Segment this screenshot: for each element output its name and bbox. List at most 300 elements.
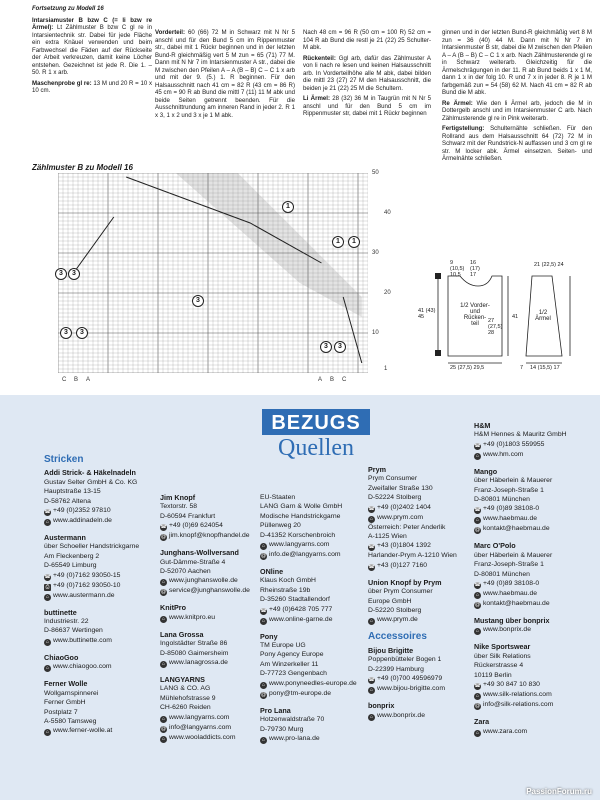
phone-line[interactable] [368,503,472,513]
text-col-3 [303,29,431,121]
source-line-text: www.lanagrossa.de [169,659,228,667]
source-line-text: CH-6260 Reiden [160,704,211,712]
mail-icon: @ [474,602,481,609]
source-line-text: Wollgarnspinnerei [44,689,99,697]
sources-column-4 [368,465,472,728]
address-line [160,502,260,511]
sleeve-label: 1/2 Ärmel [535,310,551,322]
chart-symbol: 3 [320,341,332,353]
address-line [160,703,260,712]
logo-bottom: Quellen [278,435,354,461]
phone-icon: ☎ [474,442,481,449]
globe-line[interactable] [44,662,154,672]
source-line-text: Postplatz 7 [44,708,78,716]
source-entry [160,603,260,622]
phone-line[interactable] [474,579,590,589]
address-line [474,652,590,661]
chart-title: Zählmuster B zu Modell 16 [32,163,133,172]
address-line [474,671,590,680]
globe-line[interactable] [44,636,154,646]
source-entry [44,468,154,526]
globe-line[interactable] [260,734,364,744]
mail-line[interactable] [160,723,260,733]
globe-line[interactable] [44,516,154,526]
source-line-text: Klaus Koch GmbH [260,577,316,585]
source-entry [44,679,154,736]
source-line-text: www.silk-relations.com [483,691,552,699]
intarsia-title: Intarsiamuster B bzw C (= li bzw re Ärmel): [32,16,152,31]
address-line [260,650,364,659]
address-line [44,478,154,487]
address-line [368,655,472,664]
dim-sleeve-top: 21 (22,5) 24 [534,262,564,268]
re-arm-text: Wie den li Ärmel arb, jedoch die M in Dottergelb anschl und im Intarsienmuster C arb. Nach Zählmusterende gl re in Pink weiterarb. [442,99,592,122]
source-line-text: Hotzenwaldstraße 70 [260,716,325,724]
address-line [368,551,472,560]
source-name: Nike Sportswear [474,642,531,652]
source-line-text: www.junghanswolle.de [169,577,238,585]
chart-symbol: 1 [332,236,344,248]
address-line [368,523,472,532]
source-entry [260,567,364,625]
source-entry [44,533,154,601]
col-letter-left: B [74,377,79,383]
address-line [260,531,364,540]
source-line-text: Am Fleckenberg 2 [44,552,100,560]
address-line [368,474,472,483]
rueck-text: Ggl arb, dafür das Zählmuster A von li nach re lesen und keinen Halsausschnitt arb. In Vorderteilhöhe alle M abk, dabei bilden die mittl 23 (27) 27 M den Halsausschnitt, die beiden je 21 (22) 25 M die Schultern. [303,54,431,92]
source-entry [160,630,260,668]
address-line [260,725,364,734]
source-name: ONline [260,567,284,577]
source-name: Austermann [44,533,86,543]
source-name: Lana Grossa [160,629,204,639]
source-line-text: Gustav Selter GmbH & Co. KG [44,478,138,486]
address-line [474,486,590,495]
globe-icon: ⌂ [261,617,266,624]
source-name: Union Knopf by Prym [368,577,442,587]
address-line [44,698,154,707]
source-line-text: D-52070 Aachen [160,568,211,576]
phone-icon: ☎ [160,524,167,531]
chart-symbol: 3 [76,327,88,339]
source-entry [160,493,260,541]
address-line [260,512,364,521]
row-number: 30 [372,250,379,256]
globe-line[interactable] [160,713,260,723]
globe-icon: ⌂ [45,519,50,526]
text-col-2 [155,29,295,122]
watermark: PassionForum.ru [526,787,592,796]
globe-line[interactable] [160,576,260,586]
source-name: Prym [368,465,386,474]
source-line-text: jim.knopf@knopfhandel.de [169,532,250,540]
address-line [368,493,472,502]
address-line [368,532,472,541]
source-name: Junghans-Wollversand [160,548,239,558]
source-line-text: über Häberlein & Mauerer [474,551,553,559]
source-name: H&M [474,421,491,430]
source-line-text: Püllenweg 20 [260,522,301,530]
source-line-text: www.prym.com [377,513,424,521]
address-line [474,551,590,560]
source-line-text: +49 (0)2352 97810 [53,507,111,515]
col3-text1: Nach 48 cm = 96 R (50 cm = 100 R) 52 cm = 104 R ab Bund die restl je 21 (22) 25 Schulter-M abk. [303,29,431,51]
sources-column-5 [474,421,590,744]
source-line-text: A-1125 Wien [368,533,407,541]
phone-icon: ☎ [368,563,375,570]
phone-line[interactable] [474,680,590,690]
source-line-text: Harlander-Prym A-1210 Wien [368,552,457,560]
address-line [160,558,260,567]
globe-icon: ⌂ [45,665,50,672]
source-line-text: Europe GmbH [368,597,412,605]
phone-line[interactable] [368,674,472,684]
chart-symbol: 1 [348,236,360,248]
address-line [368,587,472,596]
source-entry [474,717,590,736]
source-name: Bijou Brigitte [368,645,414,655]
fert-title: Fertigstellung: [442,125,485,132]
globe-line[interactable] [368,615,472,625]
source-name: Ferner Wolle [44,679,88,689]
section-accessoires: Accessoires [368,631,427,643]
globe-line[interactable] [368,513,472,523]
source-line-text: TM Europe UG [260,642,306,650]
source-line-text: +49 (0)7162 93050-15 [53,571,121,579]
dim-sleeve-bottom: 14 (15,5) 17 [530,365,560,371]
source-name: Pony [260,631,278,641]
chart-symbol: 3 [68,268,80,280]
source-line-text: info.de@langyarns.com [269,551,341,559]
dim-sleeve-left: 7 [520,365,524,371]
chart-symbol: 3 [334,341,346,353]
row-number: 1 [384,366,388,372]
sources-column-3 [260,493,364,751]
address-line [474,570,590,579]
source-line-text: H&M Hennes & Mauritz GmbH [474,431,567,439]
source-line-text: www.ponyneedles-europe.de [269,679,357,687]
globe-line[interactable] [160,658,260,668]
mail-line[interactable] [160,531,260,541]
source-line-text: Hauptstraße 13-15 [44,488,101,496]
chart-symbol: 3 [192,295,204,307]
source-line-text: Österreich: Peter Anderlik [368,523,446,531]
phone-line[interactable] [160,521,260,531]
globe-icon: ⌂ [161,735,166,742]
globe-line[interactable] [260,615,364,625]
source-line-text: D-41352 Korschenbroich [260,531,336,539]
measurement-schema [418,258,600,378]
address-line [44,717,154,726]
source-line-text: www.pro-lana.de [269,734,320,742]
dim-sleeve-length: 41 [512,314,519,320]
phone-icon: ☎ [368,505,375,512]
address-line [474,560,590,569]
pattern-section [0,0,600,395]
section-caption: Fortsetzung zu Modell 16 [32,6,104,12]
source-name: Pro Lana [260,705,291,715]
source-line-text: D-85080 Gaimersheim [160,649,229,657]
source-entry [260,493,364,560]
globe-line[interactable] [160,733,260,743]
mail-icon: @ [474,527,481,534]
mail-icon: @ [160,534,167,541]
vorderteil-title: Vorderteil: [155,29,186,36]
globe-icon: ⌂ [475,693,480,700]
fax-line[interactable] [44,581,154,591]
globe-line[interactable] [368,684,472,694]
source-entry [260,706,364,744]
globe-icon: ⌂ [261,736,266,743]
address-line [44,552,154,561]
phone-icon: ☎ [474,582,481,589]
globe-line[interactable] [260,540,364,550]
address-line [44,626,154,635]
source-entry [368,646,472,694]
intarsia-text: Lt Zählmuster B bzw C gl re in Intarsientechnik str. Dabei für jede Fläche ein extra Knäuel verwenden und beim Farbwechsel die Fäden auf der Rückseite der Arbeit verkreuzen, damit keine Löcher entstehen. Gezeichnet ist jede R. Die 1. – 50. R 1 x arb. [32,24,152,76]
source-line-text: Rückerstrasse 4 [474,662,524,670]
address-line [260,595,364,604]
source-line-text: D-52220 Stolberg [368,607,422,615]
globe-icon: ⌂ [475,729,480,736]
col-letter-right: C [342,377,347,383]
source-line-text: www.bonprix.de [377,711,425,719]
dim-width: 25 (27,5) 29,5 [450,365,485,371]
source-line-text: Mühlehofstrasse 9 [160,694,216,702]
mail-icon: @ [160,589,167,596]
text-col-4 [442,29,592,166]
dim-length: 41 (43) 45 [418,308,436,320]
address-line [260,715,364,724]
address-line [368,484,472,493]
globe-line[interactable] [474,727,590,737]
address-line [160,694,260,703]
address-line [260,669,364,678]
source-name: KnitPro [160,603,186,613]
source-line-text: www.langyarns.com [169,713,230,721]
dim-shoulder: 16 (17) 17 [470,260,480,278]
source-line-text: www.ferner-wolle.at [53,727,113,735]
source-line-text: Modische Handstrickgarne [260,512,341,520]
rueck-title: Rückenteil: [303,54,336,62]
source-line-text: www.chiaogoo.com [53,663,112,671]
phone-line[interactable] [368,561,472,571]
source-line-text: www.knitpro.eu [169,613,216,621]
phone-line[interactable] [474,440,590,450]
source-name: Zara [474,717,490,727]
address-line [160,684,260,693]
phone-line[interactable] [44,506,154,516]
mail-line[interactable] [260,550,364,560]
phone-icon: ☎ [260,607,267,614]
address-line [260,521,364,530]
globe-icon: ⌂ [45,593,50,600]
globe-icon: ⌂ [475,452,480,459]
globe-line[interactable] [44,591,154,601]
source-line-text: LANG Garn & Wolle GmbH [260,503,343,511]
source-entry [44,653,154,672]
globe-icon: ⌂ [45,638,50,645]
source-line-text: service@junghanswolle.de [169,587,250,595]
address-line [260,576,364,585]
front-label: 1/2 Vorder- und Rücken- teil [460,303,490,327]
source-line-text: D-77723 Gengenbach [260,670,327,678]
source-line-text: Franz-Joseph-Straße 1 [474,486,544,494]
source-line-text: kontakt@haebmau.de [483,600,550,608]
source-line-text: www.bonprix.de [483,626,531,634]
globe-icon: ⌂ [369,687,374,694]
source-line-text: D-65549 Limburg [44,562,97,570]
col-letter-left: A [86,377,91,383]
mail-icon: @ [474,703,481,710]
source-line-text: pony@tm-europe.de [269,689,332,697]
source-line-text: +49 (0)89 38108-0 [483,505,540,513]
sources-column-1 [44,455,154,743]
source-line-text: über Silk Relations [474,652,531,660]
address-line [44,708,154,717]
globe-icon: ⌂ [475,517,480,524]
sources-column-2 [160,493,260,750]
address-line [160,639,260,648]
source-line-text: info@langyarns.com [169,723,232,731]
arm-text: 28 (32) 36 M in Taugrün mit N Nr 5 anschl und für den Bund 5 cm im Rippenmuster str, dabei mit 1 Rückr beginnen [303,95,432,117]
globe-line[interactable] [474,589,590,599]
dim-armhole: 27 (27,5) 28 [488,318,503,336]
address-line [260,660,364,669]
source-line-text: Am Winzerkeller 11 [260,660,319,668]
re-arm-title: Re Ärmel: [442,99,473,107]
mail-icon: @ [260,691,267,698]
address-line [160,567,260,576]
source-entry [474,421,590,460]
source-name: buttinette [44,607,77,617]
globe-line[interactable] [474,625,590,635]
chart-symbol: 3 [60,327,72,339]
phone-line[interactable] [474,504,590,514]
address-line [260,641,364,650]
globe-line[interactable] [368,711,472,721]
mail-icon: @ [160,725,167,732]
col4-text1: ginnen und in der letzten Bund-R gleichmäßig vert 8 M zun = 36 (40) 44 M. Dann mit N Nr 7 im Intarsienmuster B str, dabei die M zwischen den Pfeilen A – A (B – B) C – C 1 x arb. Nach Zählmusterende gl re in Schwarz weiterarb. Gleichzeitig für die Ärmelschrägungen in der 11. R ab Bund beids 1 x 1 M, dann 1 x in der folg 10. R und 7 x in jeder 8. R je 1 M farbgemäß zun = 54 (58) 62 M. Nach 41 cm = 82 R ab Bund die M abk. [442,29,592,96]
globe-line[interactable] [260,679,364,689]
globe-icon: ⌂ [369,618,374,625]
source-line-text: D-22399 Hamburg [368,665,424,673]
source-entry [160,548,260,596]
phone-icon: ☎ [368,544,375,551]
source-name: Mustang über bonprix [474,616,550,626]
address-line [260,586,364,595]
row-number: 40 [384,210,391,216]
source-line-text: D-80801 München [474,570,530,578]
dim-neck: 9 (10,5) 10,5 [450,260,465,278]
source-line-text: LANG & CO. AG [160,685,211,693]
row-number: 20 [384,290,391,296]
address-line [44,497,154,506]
globe-icon: ⌂ [475,628,480,635]
source-entry [368,701,472,720]
source-line-text: www.addinadeln.de [53,517,112,525]
source-line-text: Ferner GmbH [44,699,86,707]
address-line [474,476,590,485]
source-name: Addi Strick- & Häkelnadeln [44,468,136,478]
source-line-text: Rheinstraße 19b [260,586,311,594]
source-line-text: D-80801 München [474,496,530,504]
bezugsquellen-logo [262,409,370,465]
source-line-text: www.haebmau.de [483,515,538,523]
globe-icon: ⌂ [261,681,266,688]
address-line [474,430,590,439]
phone-line[interactable] [44,571,154,581]
globe-line[interactable] [44,726,154,736]
address-line [44,561,154,570]
text-col-1 [32,6,152,98]
source-line-text: Franz-Joseph-Straße 1 [474,561,544,569]
globe-icon: ⌂ [161,715,166,722]
globe-icon: ⌂ [161,579,166,586]
col-letter-right: A [318,377,323,383]
source-line-text: +49 (0)89 38108-0 [483,580,540,588]
globe-line[interactable] [474,514,590,524]
mail-line[interactable] [260,689,364,699]
address-line [260,502,364,511]
source-line-text: D-79730 Murg [260,725,304,733]
maschen-text: 13 M und 20 R = 10 x 10 cm. [32,79,152,94]
source-line-text: +49 30 847 10 830 [483,681,540,689]
phone-line[interactable] [260,605,364,615]
globe-icon: ⌂ [369,713,374,720]
globe-line[interactable] [474,690,590,700]
col-letter-left: C [62,377,67,383]
source-line-text: D-60594 Frankfurt [160,512,216,520]
phone-icon: ☎ [44,509,51,516]
globe-icon: ⌂ [161,615,166,622]
globe-line[interactable] [160,613,260,623]
mail-line[interactable] [474,700,590,710]
phone-icon: ☎ [44,573,51,580]
col-letter-right: B [330,377,335,383]
phone-line[interactable] [368,541,472,551]
address-line [368,665,472,674]
source-line-text: A-5580 Tamsweg [44,717,97,725]
source-entry [474,541,590,609]
source-line-text: über Häberlein & Mauerer [474,477,553,485]
source-line-text: D-52224 Stolberg [368,494,422,502]
row-number: 50 [372,170,379,176]
globe-icon: ⌂ [161,661,166,668]
address-line [160,649,260,658]
source-line-text: +49 (0)2402 1404 [377,503,431,511]
logo-top: BEZUGS [262,409,370,435]
mail-line[interactable] [474,524,590,534]
source-line-text: Prym Consumer [368,475,418,483]
arm-title: Li Ärmel: [303,95,330,102]
mail-line[interactable] [474,599,590,609]
address-line [160,512,260,521]
address-line [44,542,154,551]
source-line-text: Industriestr. 22 [44,618,89,626]
vorderteil-text: 60 (66) 72 M in Schwarz mit N Nr 5 anschl und für den Bund 5 cm im Rippenmuster str., dabei mit 1 Rückr beginnen und in der letzten Bund-R gleichmäßig vert 5 M zun = 65 (71) 77 M. Dann mit N Nr 7 im Intarsienmuster A str., dabei die M zwischen den Pfeilen A – A (B – B) C – C 1 x arb und mit der 9. (5.) 1. R beginnen. Für den Halsausschnitt nach 41 cm = 82 R (43 cm = 86 R) 45 cm = 90 R ab Bund die mittl 7 (11) 11 M abk und beide Seiten getrennt beenden. Für die Ausschnittrundung am inneren Rand in jeder 2. R 1 x 3, 1 x 2 und 3 x je 1 M abk. [155,29,295,119]
globe-line[interactable] [474,450,590,460]
source-line-text: +49 (0)6428 705 777 [269,605,333,613]
source-line-text: über Prym Consumer [368,588,433,596]
source-line-text: D-58762 Altena [44,497,91,505]
source-line-text: www.wooladdicts.com [169,733,236,741]
source-name: ChiaoGoo [44,652,79,662]
source-line-text: www.austermann.de [53,591,115,599]
mail-line[interactable] [160,586,260,596]
source-line-text: www.zara.com [483,727,528,735]
